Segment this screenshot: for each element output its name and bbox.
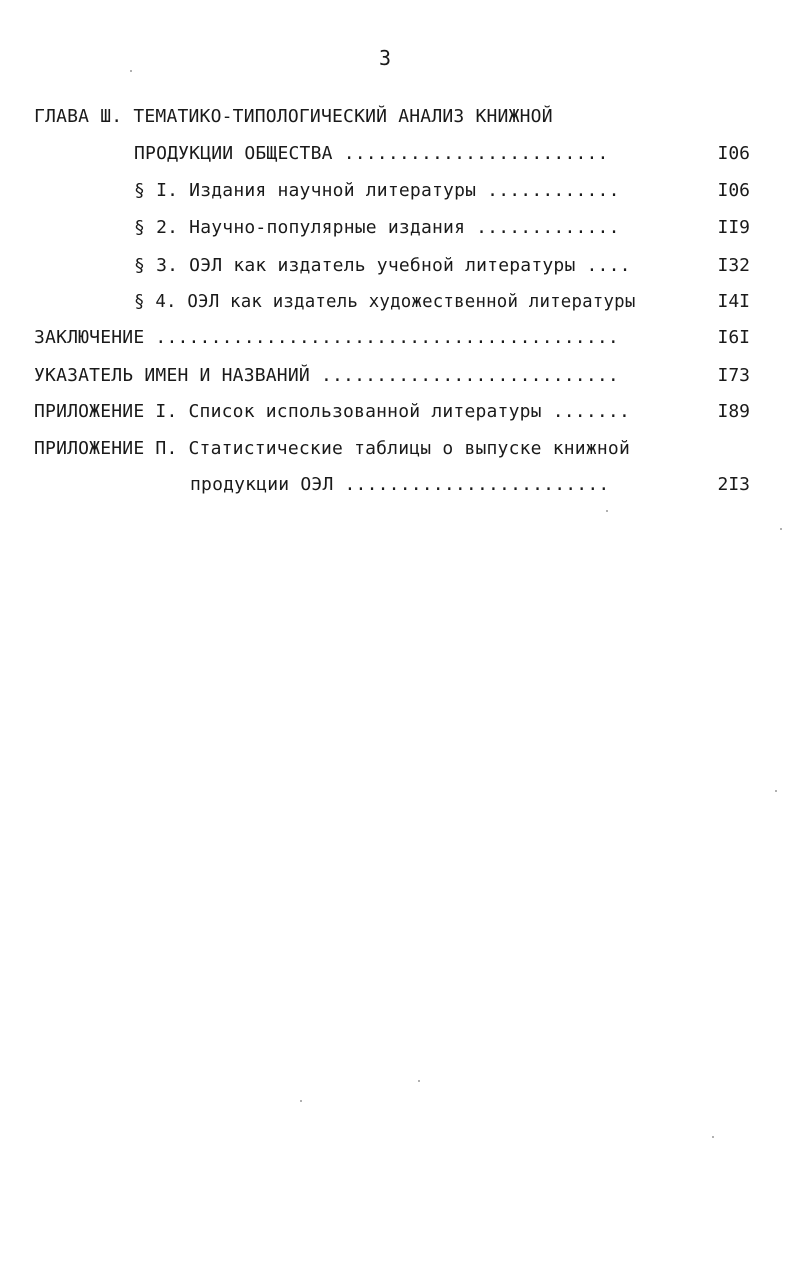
scan-speck bbox=[130, 70, 132, 72]
scan-speck bbox=[300, 1100, 302, 1102]
toc-conclusion-page: I6I bbox=[717, 327, 750, 348]
toc-index-page: I73 bbox=[717, 365, 750, 386]
toc-index: УКАЗАТЕЛЬ ИМЕН И НАЗВАНИЙ ........................... bbox=[34, 365, 619, 386]
toc-conclusion: ЗАКЛЮЧЕНИЕ .......................................... bbox=[34, 327, 619, 348]
toc-section2-page: II9 bbox=[717, 217, 750, 238]
scan-speck bbox=[780, 528, 782, 530]
scan-speck bbox=[775, 790, 777, 792]
toc-appendix2-title-cont: продукции ОЭЛ ........................ bbox=[190, 474, 610, 495]
toc-chapter3-title-cont: ПРОДУКЦИИ ОБЩЕСТВА ........................ bbox=[134, 143, 609, 164]
toc-section3: § 3. ОЭЛ как издатель учебной литературы .... bbox=[134, 255, 631, 276]
toc-section4: § 4. ОЭЛ как издатель художественной литературы bbox=[134, 292, 636, 312]
toc-appendix2-page: 2I3 bbox=[717, 474, 750, 495]
toc-appendix1-page: I89 bbox=[717, 401, 750, 422]
toc-appendix1: ПРИЛОЖЕНИЕ I. Список использованной литературы ....... bbox=[34, 401, 630, 422]
toc-section2: § 2. Научно-популярные издания ............. bbox=[134, 217, 620, 238]
toc-appendix2-title: ПРИЛОЖЕНИЕ П. Статистические таблицы о выпуске книжной bbox=[34, 438, 630, 459]
toc-chapter3-title: ГЛАВА Ш. ТЕМАТИКО-ТИПОЛОГИЧЕСКИЙ АНАЛИЗ КНИЖНОЙ bbox=[34, 106, 553, 127]
scan-speck bbox=[606, 510, 608, 512]
toc-section4-page: I4I bbox=[717, 291, 750, 312]
toc-section3-page: I32 bbox=[717, 255, 750, 276]
scan-speck bbox=[418, 1080, 420, 1082]
toc-section1: § I. Издания научной литературы ............ bbox=[134, 180, 620, 201]
toc-section1-page: I06 bbox=[717, 180, 750, 201]
page-number: 3 bbox=[378, 46, 392, 70]
toc-chapter3-page: I06 bbox=[717, 143, 750, 164]
scan-speck bbox=[712, 1136, 714, 1138]
